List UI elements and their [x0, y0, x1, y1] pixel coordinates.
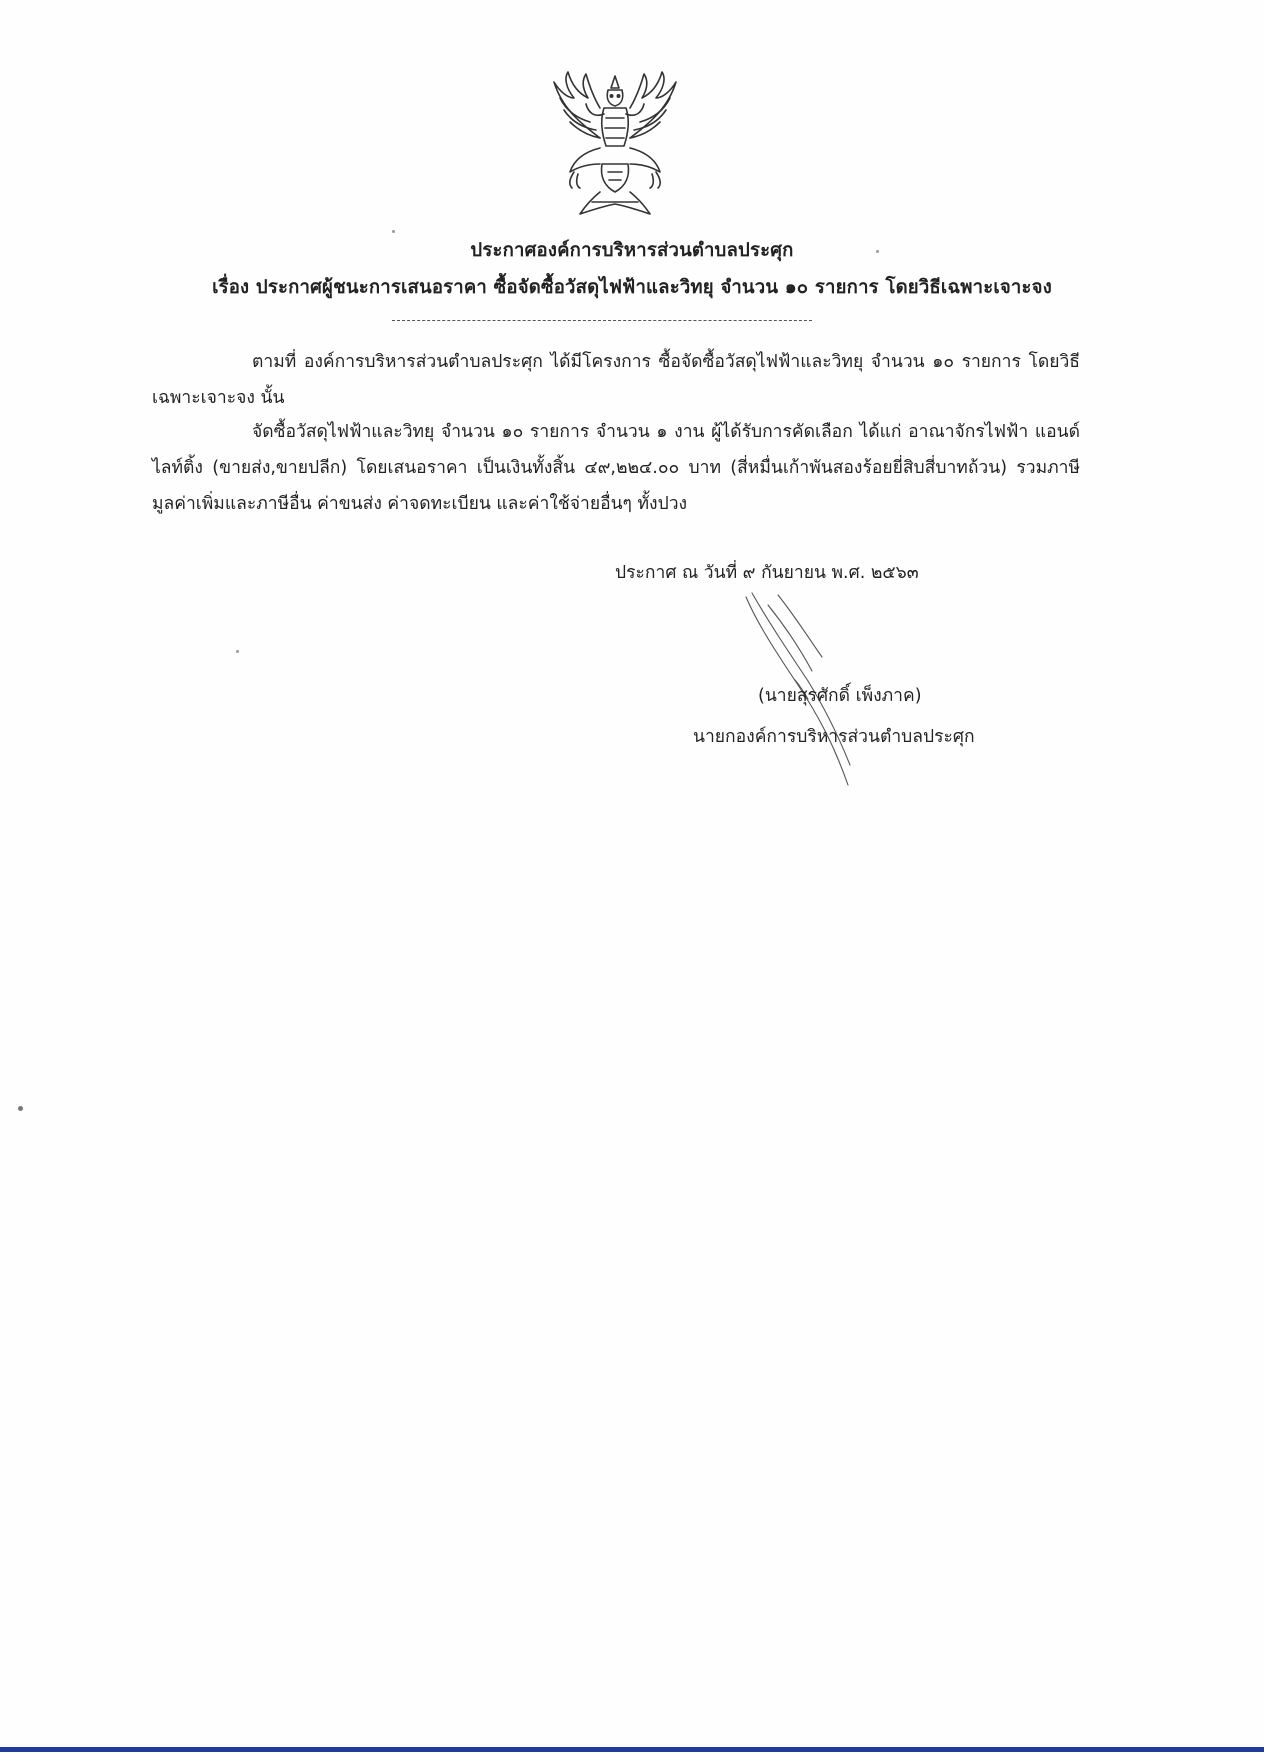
announcement-date: ประกาศ ณ วันที่ ๙ กันยายน พ.ศ. ๒๕๖๓ — [615, 563, 919, 583]
scan-speck — [18, 1106, 23, 1111]
scan-speck — [876, 250, 879, 253]
garuda-emblem-icon — [540, 68, 690, 218]
signer-name: (นายสุรศักดิ์ เพ็งภาค) — [758, 686, 922, 706]
body-paragraph-2 — [152, 414, 1080, 522]
announcement-subject: เรื่อง ประกาศผู้ชนะการเสนอราคา ซื้อจัดซื้อวัสดุไฟฟ้าและวิทยุ จำนวน ๑๐ รายการ โดยวิธีเฉพาะเจาะจง — [212, 277, 1052, 298]
paragraph-1-text: ตามที่ องค์การบริหารส่วนตำบลประศุก ได้มีโครงการ ซื้อจัดซื้อวัสดุไฟฟ้าและวิทยุ จำนวน ๑๐ รายการ โดยวิธีเฉพาะเจาะจง นั้น — [152, 352, 1080, 408]
dashed-divider — [392, 320, 812, 321]
paragraph-2-text: จัดซื้อวัสดุไฟฟ้าและวิทยุ จำนวน ๑๐ รายการ จำนวน ๑ งาน ผู้ได้รับการคัดเลือก ได้แก่ อาณาจักรไฟฟ้า แอนด์ไลท์ติ้ง (ขายส่ง,ขายปลีก) โดยเสนอราคา เป็นเงินทั้งสิ้น ๔๙,๒๒๔.๐๐ บาท (สี่หมื่นเก้าพันสองร้อยยี่สิบสี่บาทถ้วน) รวมภาษีมูลค่าเพิ่มและภาษีอื่น ค่าขนส่ง ค่าจดทะเบียน และค่าใช้จ่ายอื่นๆ ทั้งปวง — [152, 422, 1080, 514]
announcement-title: ประกาศองค์การบริหารส่วนตำบลประศุก — [470, 240, 794, 261]
body-paragraph-1 — [152, 344, 1080, 416]
scan-speck — [236, 650, 239, 653]
bottom-blue-rule — [0, 1747, 1264, 1752]
scan-speck — [392, 230, 395, 233]
signer-position: นายกองค์การบริหารส่วนตำบลประศุก — [693, 727, 975, 747]
